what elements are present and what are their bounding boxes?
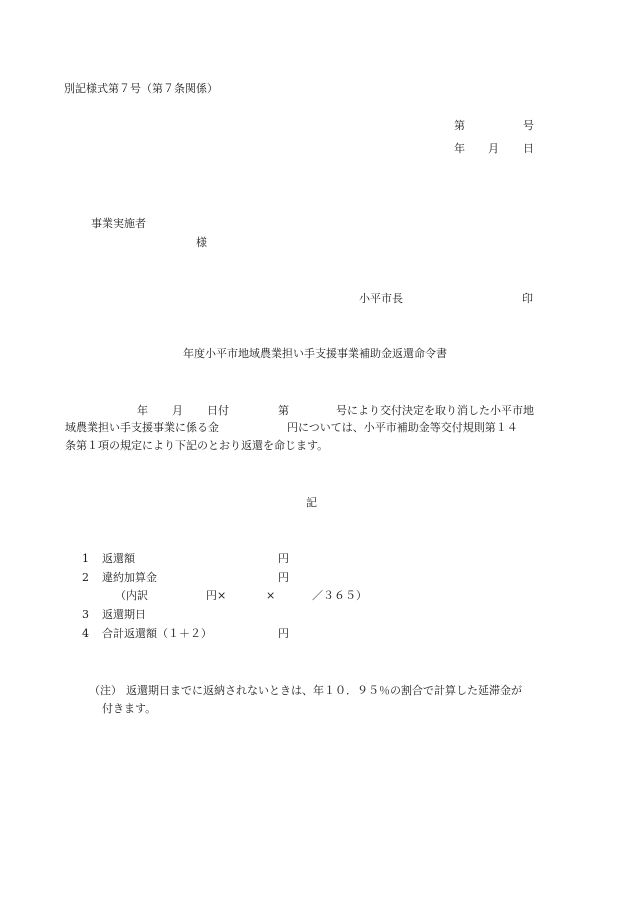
issue-date-year: 年	[454, 142, 465, 155]
body-line1-day: 日付	[207, 404, 229, 417]
issuer-seal: 印	[522, 292, 533, 305]
item-3-number: 3	[82, 608, 89, 621]
item-3-label: 返還期日	[102, 608, 146, 621]
document-title: 年度小平市地域農業担い手支援事業補助金返還命令書	[183, 347, 447, 360]
body-line1-rest: 号により交付決定を取り消した小平市地	[336, 404, 534, 417]
breakdown-close: ／３６５）	[312, 589, 367, 602]
body-line2-text: 域農業担い手支援事業に係る金	[65, 421, 219, 434]
note-label: （注）	[89, 684, 122, 697]
form-label: 別記様式第７号（第７条関係）	[64, 82, 218, 95]
ki-heading: 記	[306, 496, 317, 509]
item-2-unit: 円	[278, 571, 289, 584]
breakdown-yen-times: 円×	[206, 589, 227, 602]
issue-date-day: 日	[523, 142, 534, 155]
item-4-unit: 円	[278, 627, 289, 640]
breakdown-times: ×	[266, 589, 276, 602]
item-4-label: 合計返還額（１＋２）	[102, 627, 212, 640]
breakdown-open: （内訳	[115, 589, 148, 602]
item-1-number: 1	[82, 552, 89, 565]
note-line2: 付きます。	[102, 702, 157, 715]
addressee-honorific: 様	[196, 236, 207, 249]
note-line1: 返還期日までに返納されないときは、年１０．９５％の割合で計算した延滞金が	[126, 684, 522, 697]
issue-date-month: 月	[488, 142, 499, 155]
issue-number-go: 号	[523, 119, 534, 132]
issue-number-dai: 第	[454, 119, 465, 132]
body-line1-dai: 第	[278, 404, 289, 417]
item-1-label: 返還額	[102, 552, 135, 565]
issuer-name: 小平市長	[359, 292, 403, 305]
item-1-unit: 円	[278, 552, 289, 565]
item-2-label: 違約加算金	[102, 571, 157, 584]
body-line3: 条第１項の規定により下記のとおり返還を命じます。	[65, 439, 329, 452]
body-line1-year: 年	[137, 404, 148, 417]
item-2-number: 2	[82, 571, 89, 584]
body-line2-rest: 円については、小平市補助金等交付規則第１４	[287, 421, 518, 434]
addressee-title: 事業実施者	[91, 217, 146, 230]
body-line1-month: 月	[172, 404, 183, 417]
item-4-number: 4	[82, 627, 89, 640]
